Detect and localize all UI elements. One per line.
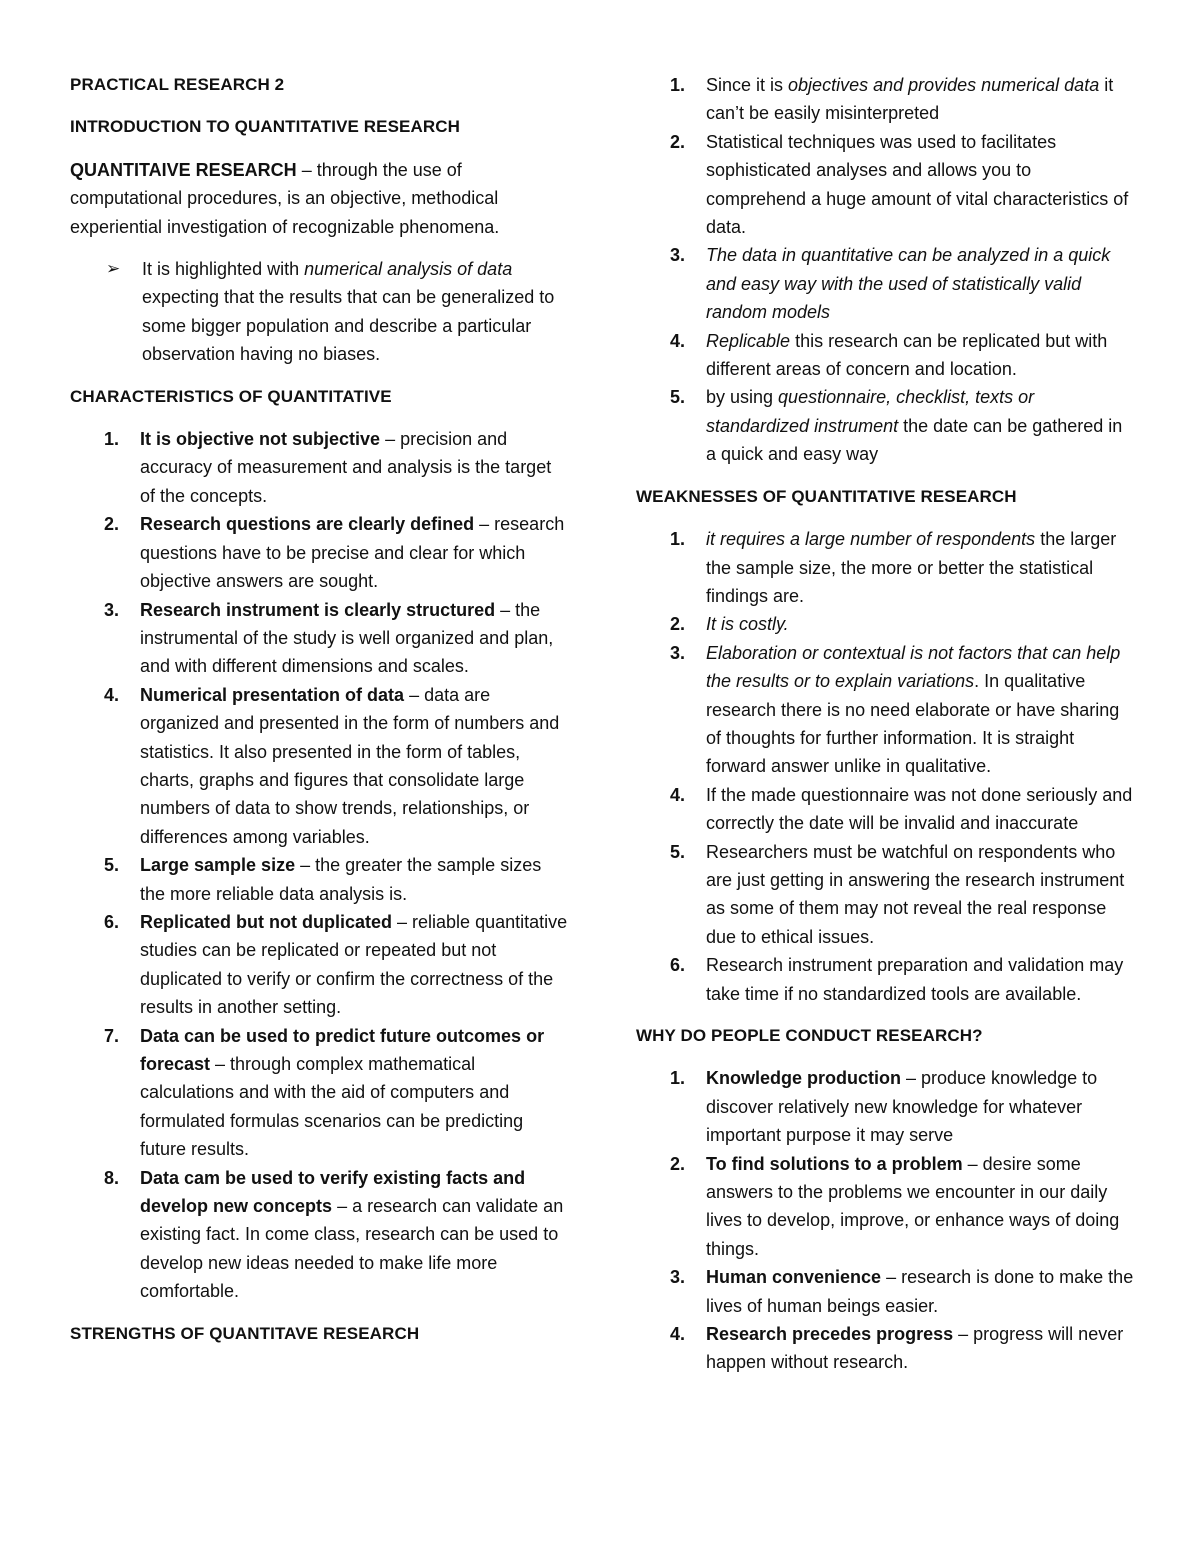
item-text: Since it is [706, 75, 789, 95]
item-text: by using [706, 387, 779, 408]
item-number: 2. [104, 514, 120, 535]
bullet-text-end: expecting that the results that can be generalized to some bigger population and describe a particular observation having no biases. [142, 287, 555, 365]
list-item [636, 838, 1136, 952]
item-number: 1. [670, 529, 686, 550]
item-text: – precision and accuracy of measurement and analysis is the target of the concepts. [140, 429, 552, 506]
item-number: 2. [670, 1153, 686, 1174]
item-text: Researchers must be watchful on respondents who are just getting in answering the research instrument as some of them may not reveal the real response due to ethical issues. [706, 841, 1125, 947]
list-item [636, 383, 1136, 468]
item-term: Data can be used to predict future outcomes or forecast [140, 1025, 545, 1074]
item-term: Human convenience [706, 1267, 882, 1288]
bullet-text: It is highlighted with [142, 259, 305, 280]
item-emphasis: it requires a large number of respondents [706, 529, 1036, 550]
weaknesses-list [636, 525, 1136, 1008]
item-text-end: it can’t be easily misinterpreted [706, 75, 1114, 124]
left-column [70, 71, 570, 1362]
bullet-item [70, 255, 570, 369]
item-number: 3. [104, 599, 120, 620]
item-number: 2. [670, 614, 686, 635]
item-number: 1. [670, 75, 686, 95]
item-term: Knowledge production [706, 1068, 901, 1089]
item-emphasis: objectives and provides numerical data [788, 75, 1100, 95]
item-term: To find solutions to a problem [706, 1153, 963, 1174]
item-text: – desire some answers to the problems we encounter in our daily lives to develop, improve, or enhance ways of doing things. [706, 1153, 1120, 1259]
item-emphasis: Replicable [706, 330, 791, 351]
item-text: – progress will never happen without research. [706, 1324, 1124, 1373]
document-title: PRACTICAL RESEARCH 2 [70, 75, 285, 94]
item-text-end: . In qualitative research there is no need elaborate or have sharing of thoughts for further information. It is straight forward answer unlike in qualitative. [706, 671, 1120, 777]
list-item [70, 681, 570, 851]
list-item [636, 951, 1136, 1008]
definition-paragraph [70, 156, 570, 241]
item-term: Large sample size [140, 855, 296, 876]
item-number: 3. [670, 245, 686, 266]
why-heading: WHY DO PEOPLE CONDUCT RESEARCH? [636, 1026, 983, 1045]
list-item [636, 1064, 1136, 1149]
item-text: – research is done to make the lives of human beings easier. [706, 1267, 1134, 1316]
item-number: 7. [104, 1025, 120, 1046]
item-number: 6. [104, 911, 120, 932]
item-number: 6. [670, 955, 686, 976]
item-number: 4. [670, 330, 686, 351]
item-number: 8. [104, 1167, 120, 1188]
list-item [70, 596, 570, 681]
item-number: 4. [104, 684, 120, 705]
weaknesses-heading: WEAKNESSES OF QUANTITATIVE RESEARCH [636, 486, 1017, 506]
strengths-heading: STRENGTHS OF QUANTITAVE RESEARCH [70, 1323, 420, 1343]
item-text: Research instrument preparation and validation may take time if no standardized tools are available. [706, 955, 1124, 1004]
item-emphasis: The data in quantitative can be analyzed in a quick and easy way with the used of statistically valid random models [706, 245, 1111, 323]
item-text: – data are organized and presented in the form of numbers and statistics. It also presented in the form of tables, charts, graphs and figures that consolidate large numbers of data to show trends, relationships, or differences among variables. [140, 684, 560, 847]
why-list [636, 1064, 1136, 1376]
list-item [636, 241, 1136, 326]
arrow-bullet-icon: ➢ [106, 259, 121, 279]
item-number: 1. [104, 429, 120, 450]
document-subtitle: INTRODUCTION TO QUANTITATIVE RESEARCH [70, 117, 460, 137]
list-item [636, 1320, 1136, 1377]
item-term: Numerical presentation of data [140, 684, 405, 705]
item-number: 5. [670, 387, 686, 408]
item-text: – produce knowledge to discover relatively new knowledge for whatever important purpose it may serve [706, 1068, 1098, 1146]
item-text: – reliable quantitative studies can be replicated or repeated but not duplicated to verify or confirm the correctness of the results in another setting. [140, 911, 568, 1018]
item-text-end: this research can be replicated but with different areas of concern and location. [706, 330, 1108, 380]
list-item [636, 327, 1136, 384]
item-term: Research instrument is clearly structured [140, 599, 496, 620]
item-text-end: the date can be gathered in a quick and easy way [706, 415, 1123, 465]
list-item [636, 639, 1136, 781]
list-item [636, 525, 1136, 610]
list-item [70, 425, 570, 510]
item-text: Statistical techniques was used to facilitates sophisticated analyses and allows you to comprehend a huge amount of vital characteristics of data. [706, 131, 1129, 238]
item-number: 5. [670, 841, 686, 862]
item-text: – the instrumental of the study is well organized and plan, and with different dimensions and scales. [140, 599, 554, 677]
item-number: 2. [670, 131, 686, 152]
item-number: 4. [670, 784, 686, 805]
list-item [70, 510, 570, 595]
strengths-list [636, 71, 1136, 469]
item-text-end: the larger the sample size, the more or better the statistical findings are. [706, 529, 1117, 606]
item-term: Data cam be used to verify existing facts and develop new concepts [140, 1167, 526, 1217]
item-text: – the greater the sample sizes the more reliable data analysis is. [140, 855, 542, 904]
item-number: 1. [670, 1068, 686, 1089]
definition-term: QUANTITAIVE RESEARCH [70, 159, 297, 180]
item-term: Research precedes progress [706, 1324, 954, 1345]
item-term: Replicated but not duplicated [140, 911, 393, 932]
list-item [70, 1164, 570, 1306]
item-emphasis: questionnaire, checklist, texts or standardized instrument [706, 387, 1035, 436]
list-item [636, 610, 1136, 638]
characteristics-list [70, 425, 570, 1306]
item-text: – research questions have to be precise and clear for which objective answers are sought. [140, 514, 565, 592]
list-item [636, 1150, 1136, 1264]
item-number: 5. [104, 855, 120, 876]
item-number: 4. [670, 1324, 686, 1345]
item-number: 3. [670, 642, 686, 663]
list-item [70, 851, 570, 908]
list-item [636, 71, 1136, 128]
item-text: – through complex mathematical calculations and with the aid of computers and formulated formulas scenarios can be predicting future results. [140, 1054, 524, 1160]
item-text: – a research can validate an existing fact. In come class, research can be used to develop new ideas needed to make life more comfortable. [140, 1196, 564, 1302]
list-item [70, 908, 570, 1022]
item-emphasis: It is costly. [706, 614, 789, 635]
bullet-list [70, 255, 570, 369]
item-emphasis: Elaboration or contextual is not factors that can help the results or to explain variations [706, 642, 1121, 692]
item-number: 3. [670, 1267, 686, 1288]
characteristics-heading: CHARACTERISTICS OF QUANTITATIVE [70, 386, 392, 406]
right-column [636, 71, 1136, 1391]
list-item [636, 1263, 1136, 1320]
item-term: Research questions are clearly defined [140, 514, 475, 535]
list-item [636, 128, 1136, 242]
list-item [636, 781, 1136, 838]
item-text: If the made questionnaire was not done seriously and correctly the date will be invalid and inaccurate [706, 784, 1133, 834]
bullet-emphasis: numerical analysis of data [304, 259, 513, 280]
item-term: It is objective not subjective [140, 429, 381, 450]
list-item [70, 1022, 570, 1164]
definition-text: – through the use of computational procedures, is an objective, methodical experiential investigation of recognizable phenomena. [70, 159, 500, 237]
